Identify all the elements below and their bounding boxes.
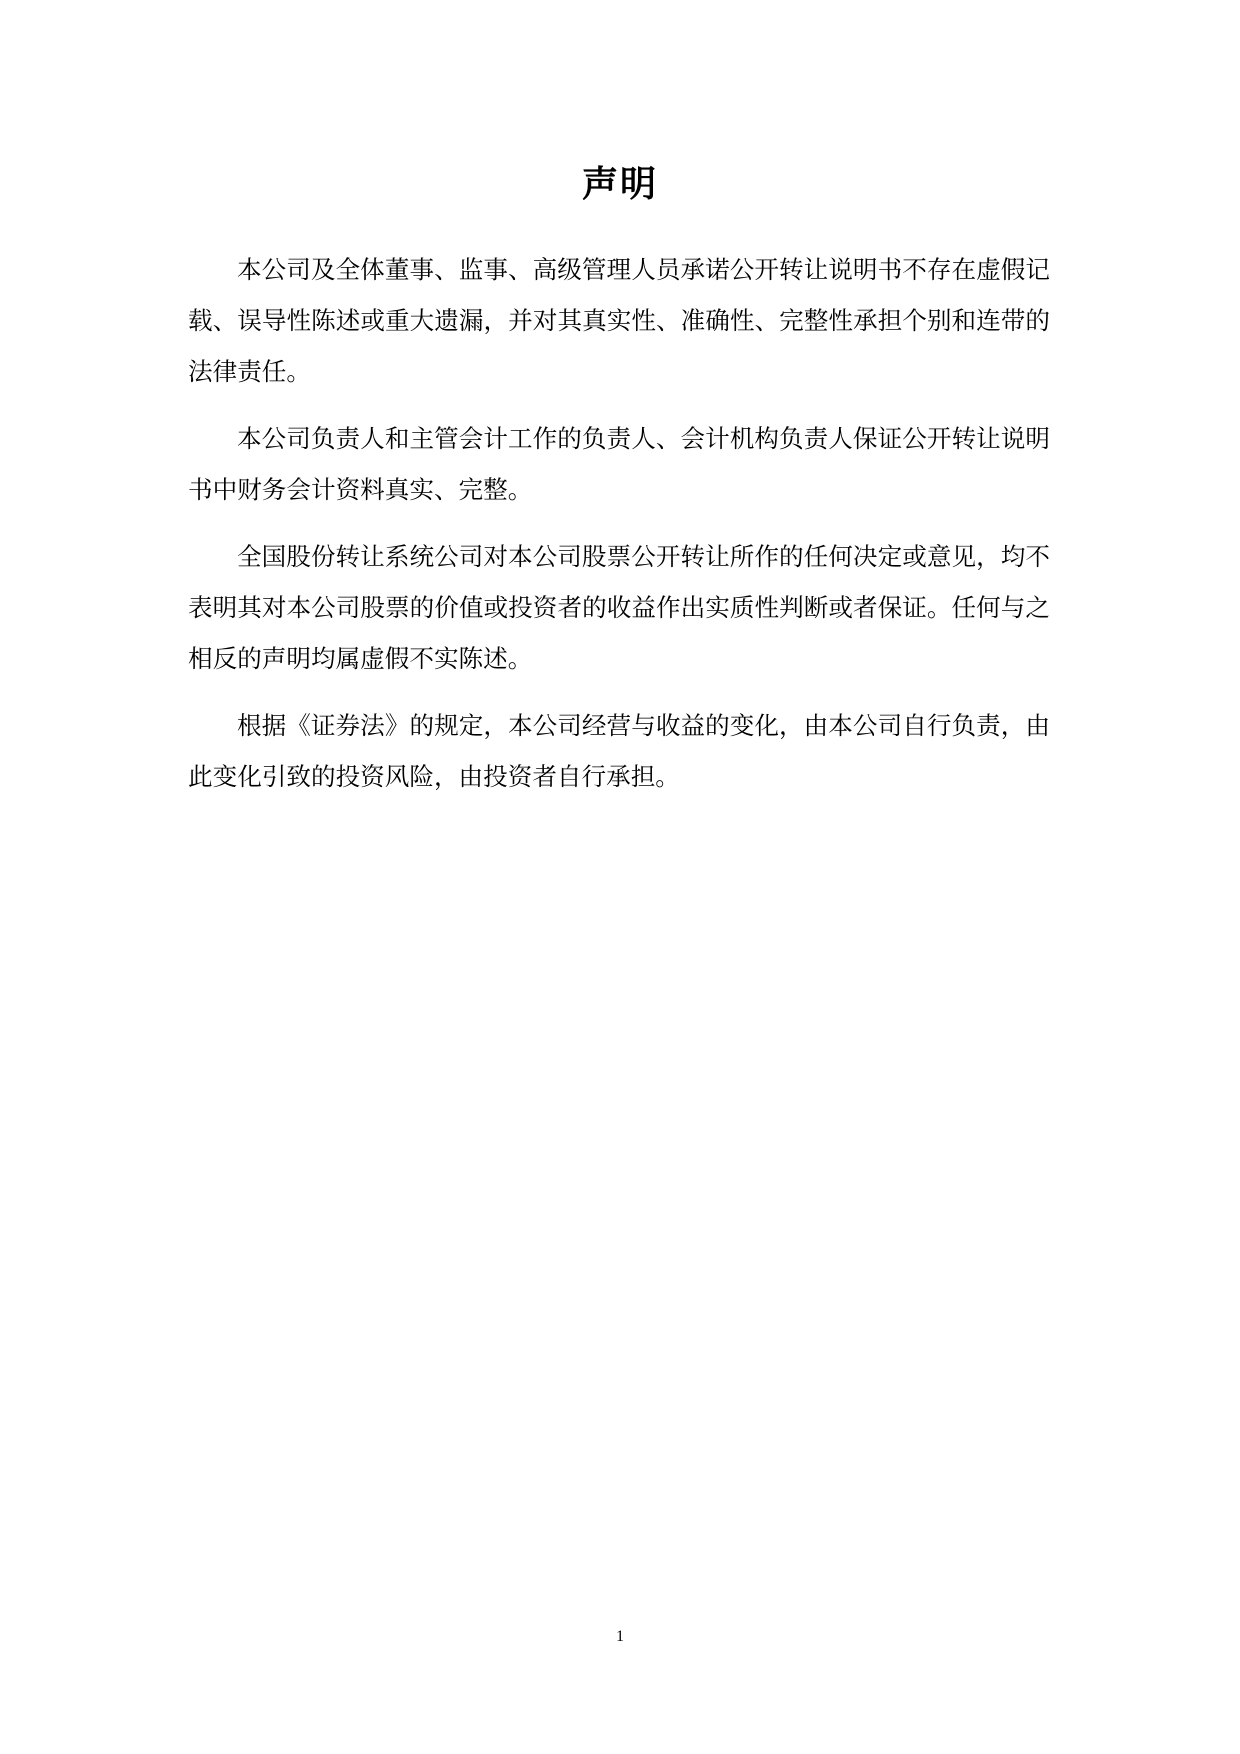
page-number: 1 [616,1628,624,1645]
page-title: 声明 [581,163,658,205]
paragraph-investment-risk: 根据《证券法》的规定，本公司经营与收益的变化，由本公司自行负责，由此变化引致的投资风险，由投资者自行承担。 [188,711,1050,791]
declaration-body [188,244,1050,818]
paragraph-system-disclaimer: 全国股份转让系统公司对本公司股票公开转让所作的任何决定或意见，均不表明其对本公司股票的价值或投资者的收益作出实质性判断或者保证。任何与之相反的声明均属虚假不实陈述。 [188,542,1050,673]
paragraph-disclosure-commitment: 本公司及全体董事、监事、高级管理人员承诺公开转让说明书不存在虚假记载、误导性陈述或重大遗漏，并对其真实性、准确性、完整性承担个别和连带的法律责任。 [188,255,1050,386]
paragraph-financial-guarantee: 本公司负责人和主管会计工作的负责人、会计机构负责人保证公开转让说明书中财务会计资料真实、完整。 [188,424,1050,504]
